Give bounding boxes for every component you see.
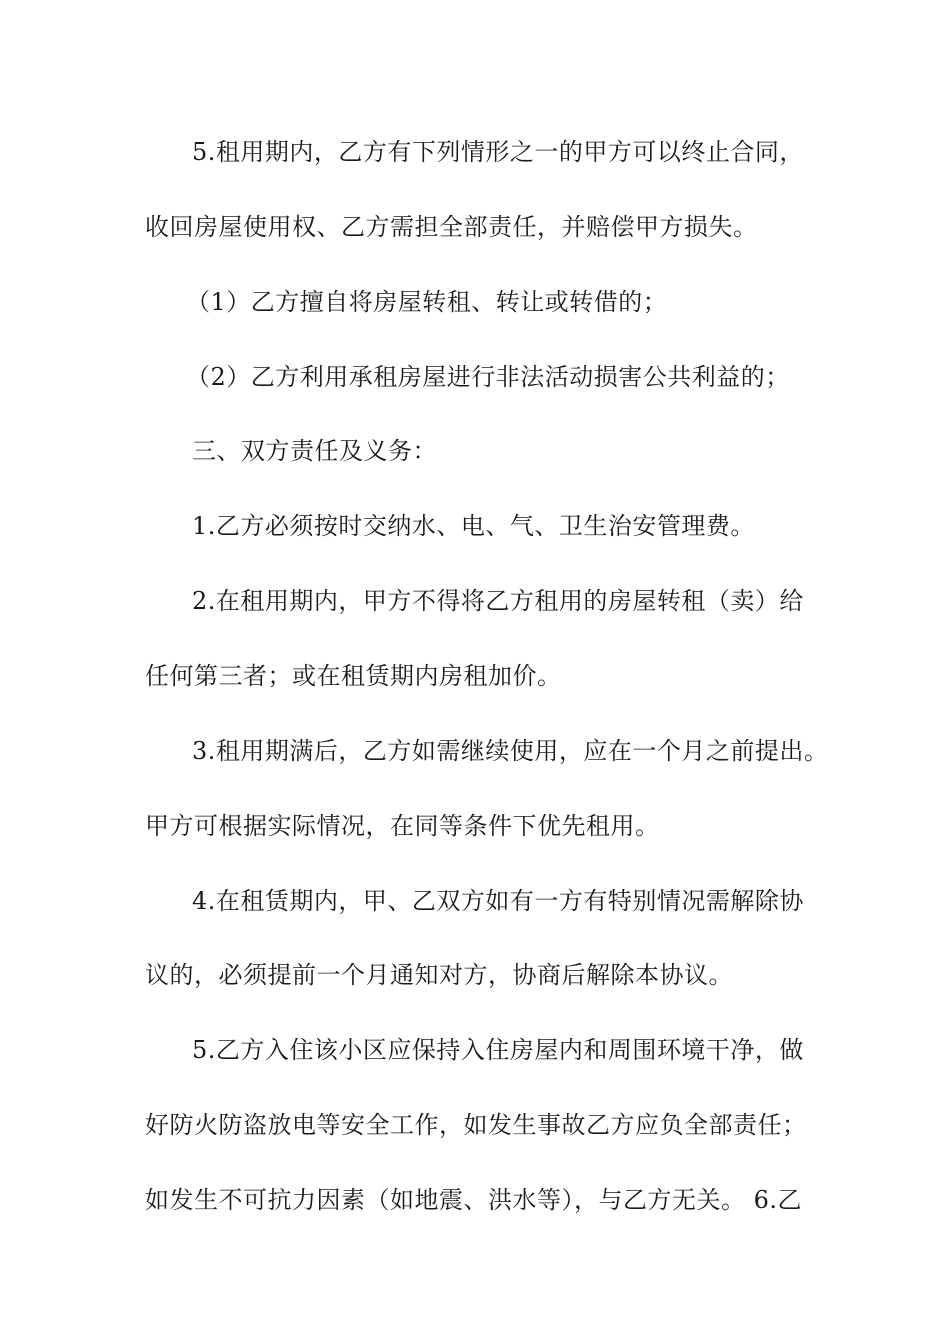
- paragraph-line: 5.租用期内，乙方有下列情形之一的甲方可以终止合同，: [192, 138, 804, 166]
- paragraph-line: 2.在租用期内，甲方不得将乙方租用的房屋转租（卖）给: [192, 587, 804, 615]
- paragraph-line: 甲方可根据实际情况，在同等条件下优先租用。: [145, 812, 660, 840]
- paragraph-line: 好防火防盗放电等安全工作，如发生事故乙方应负全部责任；: [145, 1111, 807, 1139]
- paragraph-line: （1）乙方擅自将房屋转租、转让或转借的；: [186, 288, 668, 316]
- paragraph-line: 3.租用期满后，乙方如需继续使用，应在一个月之前提出。: [192, 737, 829, 765]
- paragraph-line: 4.在租赁期内，甲、乙双方如有一方有特别情况需解除协: [192, 887, 804, 915]
- paragraph-line: 任何第三者；或在租赁期内房租加价。: [145, 662, 562, 690]
- paragraph-line: 收回房屋使用权、乙方需担全部责任，并赔偿甲方损失。: [145, 213, 758, 241]
- paragraph-line: （2）乙方利用承租房屋进行非法活动损害公共利益的；: [186, 363, 790, 391]
- paragraph-line: 5.乙方入住该小区应保持入住房屋内和周围环境干净，做: [192, 1036, 804, 1064]
- section-heading: 三、双方责任及义务：: [192, 437, 437, 465]
- paragraph-line: 1.乙方必须按时交纳水、电、气、卫生治安管理费。: [192, 512, 755, 540]
- paragraph-line: 议的，必须提前一个月通知对方，协商后解除本协议。: [145, 961, 733, 989]
- paragraph-line: 如发生不可抗力因素（如地震、洪水等），与乙方无关。 6.乙: [145, 1186, 803, 1214]
